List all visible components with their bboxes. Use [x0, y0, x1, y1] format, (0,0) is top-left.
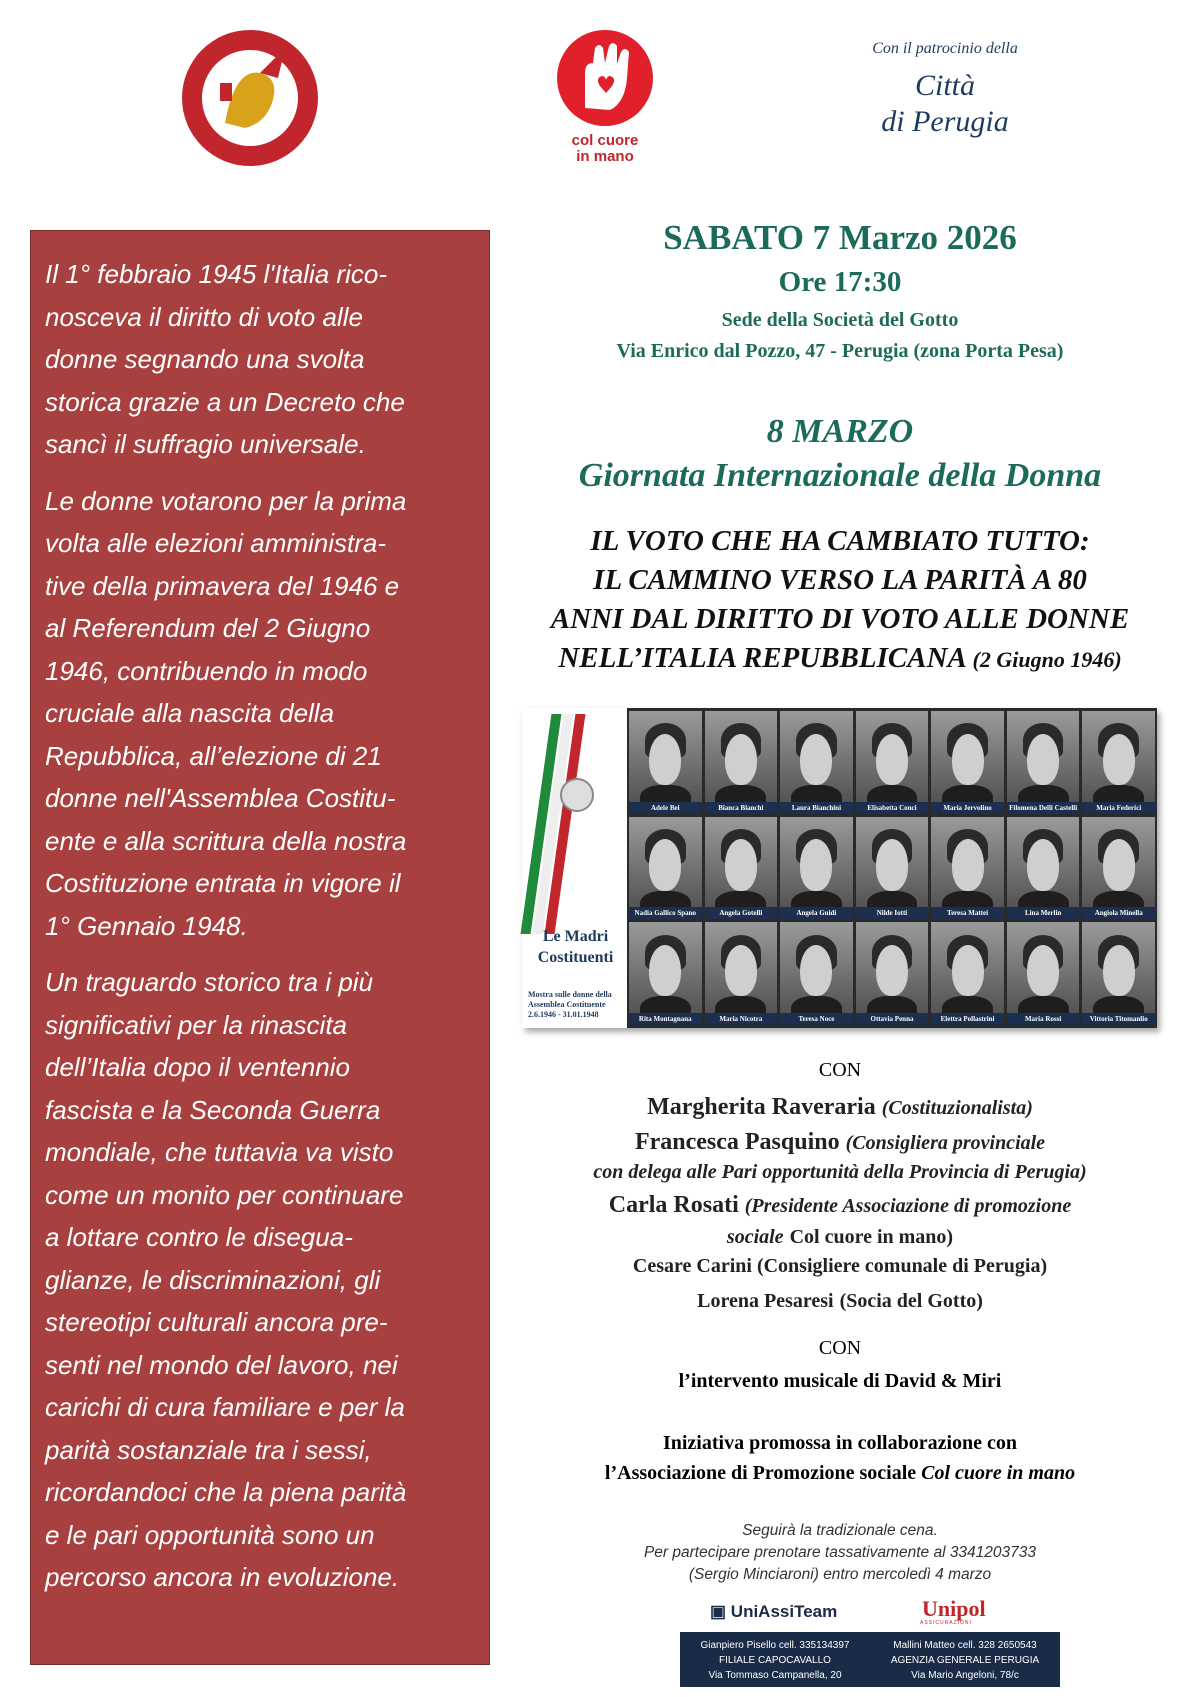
intro-paragraph-3: Un traguardo storico tra i più significativi per la rinascita dell’Italia dopo il ventennio fascista e la Seconda Guerra mondiale, che tuttavia va visto come un monito per continuare a lottare contro le disegua- glianze, le discriminazioni, gli stereotipi culturali ancora pre- senti nel mondo del lavoro, nei carichi di cura familiare e per la parità sostanziale tra i sessi, ricordandoci che la piena parità e le pari opportunità sono un percorso ancora in evoluzione.	[45, 967, 407, 1592]
unipol-logo: Unipol	[922, 1596, 986, 1621]
dinner-line1: Seguirà la tradizionale cena.	[742, 1522, 938, 1539]
portrait-name: Angela Gotelli	[705, 907, 778, 919]
speaker-5: Lorena Pesaresi (Socia del Gotto)	[697, 1290, 983, 1312]
portrait-cell	[780, 817, 853, 920]
uniassiteam-logo: ▣ UniAssiTeam	[710, 1602, 838, 1621]
occasion	[520, 410, 1160, 498]
portrait-name: Nilde Iotti	[856, 907, 929, 919]
portrait-cell	[856, 817, 929, 920]
patronage-label: Con il patrocinio della	[872, 40, 1018, 57]
promo-line2: l’Associazione di Promozione sociale Col cuore in mano	[604, 1462, 1076, 1484]
collage-caption: Mostra sulle donne della Assemblea Costituente 2.6.1946 - 31.01.1948	[528, 990, 612, 1019]
title-line4: NELL’ITALIA REPUBBLICANA (2 Giugno 1946)	[558, 642, 1122, 674]
sponsor-left-contact: Gianpiero Pisello cell. 335134397 FILIALE CAPOCAVALLO Via Tommaso Campanella, 20	[700, 1640, 850, 1681]
portrait-cell	[1007, 922, 1080, 1025]
music-performance: l’intervento musicale di David & Miri	[678, 1370, 1002, 1392]
portrait-name: Maria Federici	[1082, 802, 1155, 814]
sponsor-logo-strip	[680, 1590, 1060, 1632]
portrait-cell	[1007, 711, 1080, 814]
portrait-cell	[1082, 817, 1155, 920]
dinner-line3: (Sergio Minciaroni) entro mercoledì 4 marzo	[688, 1566, 992, 1583]
cuore-logo-line2: in mano	[576, 148, 634, 165]
con-label-1: CON	[818, 1059, 862, 1081]
portrait-grid	[629, 711, 1155, 1025]
city-name-line2: di Perugia	[881, 105, 1009, 138]
event-venue	[520, 305, 1160, 367]
cuore-logo-line1: col cuore	[571, 132, 639, 149]
event-title	[505, 522, 1175, 679]
portrait-cell	[931, 711, 1004, 814]
title-line2: IL CAMMINO VERSO LA PARITÀ A 80	[593, 564, 1087, 596]
speaker-2: Francesca Pasquino (Consigliera provinciale con delega alle Pari opportunità della Provincia di Perugia)	[593, 1129, 1087, 1183]
unipol-sub: ASSICURAZIONI	[920, 1620, 972, 1626]
speaker-3: Carla Rosati (Presidente Associazione di promozione sociale Col cuore in mano)	[608, 1192, 1072, 1248]
portrait-cell	[1082, 922, 1155, 1025]
portrait-name: Adele Bei	[629, 802, 702, 814]
col-cuore-in-mano-logo	[545, 28, 665, 178]
portrait-name: Filomena Delli Castelli	[1007, 802, 1080, 814]
portrait-name: Lina Merlin	[1007, 907, 1080, 919]
collage-heading: Le Madri Costituenti	[537, 928, 614, 966]
collage-left-panel	[522, 708, 627, 1028]
portrait-name: Teresa Noce	[780, 1013, 853, 1025]
dinner-note	[600, 1520, 1080, 1586]
venue-line1: Sede della Società del Gotto	[721, 309, 959, 331]
portrait-name: Nadia Gallico Spano	[629, 907, 702, 919]
portrait-cell	[705, 711, 778, 814]
portrait-name: Laura Bianchini	[780, 802, 853, 814]
republic-emblem-icon	[560, 778, 594, 812]
portrait-cell	[705, 922, 778, 1025]
title-line1: IL VOTO CHE HA CAMBIATO TUTTO:	[590, 525, 1090, 557]
portrait-name: Teresa Mattei	[931, 907, 1004, 919]
portrait-cell	[780, 922, 853, 1025]
intro-paragraph-2: Le donne votarono per la prima volta alle elezioni amministra- tive della primavera del 1946 e al Referendum del 2 Giugno 1946, contribuendo in modo cruciale alla nascita della Repubblica, all’elezione di 21 donne nell'Assemblea Costitu- ente e alla scrittura della nostra Costituzione entrata in vigore il 1° Gennaio 1948.	[45, 485, 407, 941]
societa-del-gotto-logo	[180, 28, 320, 168]
portrait-cell	[780, 711, 853, 814]
portrait-name: Elettra Pollastrini	[931, 1013, 1004, 1025]
portrait-name: Bianca Bianchi	[705, 802, 778, 814]
patronage	[830, 40, 1060, 140]
intro-panel	[30, 230, 490, 1665]
occasion-line2: Giornata Internazionale della Donna	[578, 457, 1102, 494]
sponsor-right-contact: Mallini Matteo cell. 328 2650543 AGENZIA GENERALE PERUGIA Via Mario Angeloni, 78/c	[890, 1640, 1040, 1681]
heart-hand-icon	[555, 28, 655, 128]
speaker-4: Cesare Carini (Consigliere comunale di Perugia)	[632, 1255, 1048, 1277]
event-date: SABATO 7 Marzo 2026	[663, 218, 1017, 257]
event-time: Ore 17:30	[778, 266, 902, 298]
portrait-cell	[705, 817, 778, 920]
portrait-name: Elisabetta Conci	[856, 802, 929, 814]
portrait-name: Ottavia Penna	[856, 1013, 929, 1025]
city-name-line1: Città	[914, 69, 975, 102]
madri-costituenti-collage	[522, 708, 1157, 1028]
promo-line1: Iniziativa promossa in collaborazione con	[662, 1432, 1018, 1454]
portrait-cell	[629, 711, 702, 814]
promotion-note	[505, 1428, 1175, 1488]
portrait-cell	[629, 817, 702, 920]
portrait-name: Vittoria Titomanlio	[1082, 1013, 1155, 1025]
portrait-name: Angela Guidi	[780, 907, 853, 919]
portrait-name: Angiola Minella	[1082, 907, 1155, 919]
sponsor-banner	[680, 1590, 1060, 1687]
portrait-name: Rita Montagnana	[629, 1013, 702, 1025]
con-label-2: CON	[818, 1337, 862, 1359]
portrait-cell	[931, 817, 1004, 920]
intro-paragraph-1: Il 1° febbraio 1945 l'Italia rico- nosceva il diritto di voto alle donne segnando una svolta storica grazie a un Decreto che sancì il suffragio universale.	[45, 259, 405, 459]
portrait-cell	[856, 711, 929, 814]
venue-line2: Via Enrico dal Pozzo, 47 - Perugia (zona Porta Pesa)	[616, 340, 1064, 362]
portrait-cell	[856, 922, 929, 1025]
portrait-cell	[629, 922, 702, 1025]
portrait-name: Maria Jervolino	[931, 802, 1004, 814]
portrait-name: Maria Rossi	[1007, 1013, 1080, 1025]
occasion-line1: 8 MARZO	[766, 413, 914, 450]
title-line3: ANNI DAL DIRITTO DI VOTO ALLE DONNE	[550, 603, 1130, 635]
speaker-1: Margherita Raveraria (Costituzionalista)	[647, 1094, 1033, 1120]
portrait-cell	[1007, 817, 1080, 920]
portrait-cell	[1082, 711, 1155, 814]
dinner-line2: Per partecipare prenotare tassativamente al 3341203733	[643, 1544, 1037, 1561]
portrait-cell	[931, 922, 1004, 1025]
portrait-name: Maria Nicotra	[705, 1013, 778, 1025]
